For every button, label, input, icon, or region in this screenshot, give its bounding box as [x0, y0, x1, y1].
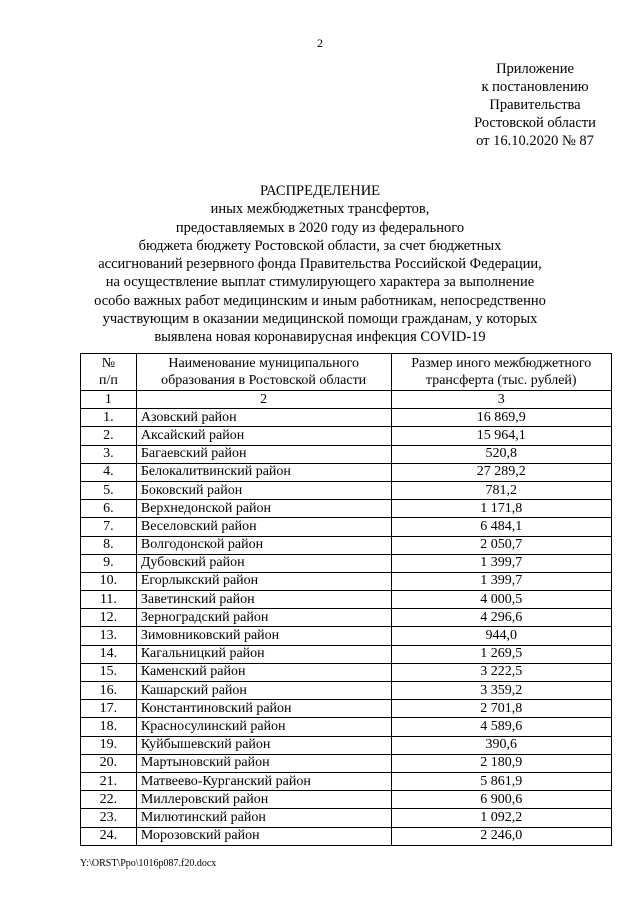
table-row: [81, 427, 612, 445]
distribution-table: [80, 353, 612, 846]
transfer-amount: 1 399,7: [391, 554, 612, 572]
transfer-amount: 6 484,1: [391, 518, 612, 536]
row-number: 6.: [81, 500, 137, 518]
row-number: 5.: [81, 481, 137, 499]
table-row: [81, 772, 612, 790]
title-line: особо важных работ медицинским и иным работникам, непосредственно: [94, 292, 546, 309]
row-number: 23.: [81, 809, 137, 827]
transfer-amount: 16 869,9: [391, 409, 612, 427]
column-number: 1: [81, 391, 137, 409]
row-number: 24.: [81, 827, 137, 845]
row-number: 17.: [81, 700, 137, 718]
municipality-name: Заветинский район: [136, 591, 391, 609]
transfer-amount: 781,2: [391, 481, 612, 499]
table-row: [81, 700, 612, 718]
transfer-amount: 520,8: [391, 445, 612, 463]
transfer-amount: 27 289,2: [391, 463, 612, 481]
row-number: 16.: [81, 682, 137, 700]
row-number: 4.: [81, 463, 137, 481]
title-line: на осуществление выплат стимулирующего характера за выполнение: [105, 274, 535, 291]
table-row: [81, 791, 612, 809]
row-number: 21.: [81, 772, 137, 790]
municipality-name: Морозовский район: [136, 827, 391, 845]
transfer-amount: 4 589,6: [391, 718, 612, 736]
header-municipality: Наименование муниципального образования в Ростовской области: [136, 354, 391, 391]
appendix-block: [440, 60, 630, 150]
municipality-name: Аксайский район: [136, 427, 391, 445]
transfer-amount: 2 050,7: [391, 536, 612, 554]
row-number: 9.: [81, 554, 137, 572]
table-row: [81, 718, 612, 736]
transfer-amount: 944,0: [391, 627, 612, 645]
title-line: бюджета бюджету Ростовской области, за счет бюджетных: [138, 237, 502, 254]
transfer-amount: 1 399,7: [391, 572, 612, 590]
row-number: 15.: [81, 663, 137, 681]
table-row: [81, 536, 612, 554]
transfer-amount: 5 861,9: [391, 772, 612, 790]
table-row: [81, 554, 612, 572]
page-number: 2: [317, 36, 323, 50]
file-path-footer: Y:\ORST\Ppo\1016p087.f20.docx: [80, 858, 217, 869]
appendix-line: Ростовской области: [474, 115, 596, 131]
row-number: 19.: [81, 736, 137, 754]
table-row: [81, 754, 612, 772]
municipality-name: Мартыновский район: [136, 754, 391, 772]
table-row: [81, 609, 612, 627]
row-number: 1.: [81, 409, 137, 427]
municipality-name: Зимовниковский район: [136, 627, 391, 645]
transfer-amount: 2 246,0: [391, 827, 612, 845]
municipality-name: Белокалитвинский район: [136, 463, 391, 481]
municipality-name: Миллеровский район: [136, 791, 391, 809]
transfer-amount: 1 171,8: [391, 500, 612, 518]
municipality-name: Каменский район: [136, 663, 391, 681]
municipality-name: Веселовский район: [136, 518, 391, 536]
table-row: [81, 827, 612, 845]
municipality-name: Куйбышевский район: [136, 736, 391, 754]
row-number: 13.: [81, 627, 137, 645]
municipality-name: Волгодонской район: [136, 536, 391, 554]
row-number: 2.: [81, 427, 137, 445]
row-number: 18.: [81, 718, 137, 736]
table-row: [81, 481, 612, 499]
table-header-row: [81, 354, 612, 391]
table-row: [81, 518, 612, 536]
appendix-line: к постановлению: [481, 79, 589, 95]
municipality-name: Егорлыкский район: [136, 572, 391, 590]
row-number: 7.: [81, 518, 137, 536]
municipality-name: Кашарский район: [136, 682, 391, 700]
appendix-line: Приложение: [496, 61, 574, 77]
municipality-name: Матвеево-Курганский район: [136, 772, 391, 790]
header-number: № п/п: [81, 354, 137, 391]
table-row: [81, 682, 612, 700]
transfer-amount: 4 000,5: [391, 591, 612, 609]
transfer-amount: 3 222,5: [391, 663, 612, 681]
table-row: [81, 736, 612, 754]
municipality-name: Багаевский район: [136, 445, 391, 463]
transfer-amount: 2 701,8: [391, 700, 612, 718]
row-number: 20.: [81, 754, 137, 772]
transfer-amount: 1 269,5: [391, 645, 612, 663]
transfer-amount: 4 296,6: [391, 609, 612, 627]
municipality-name: Азовский район: [136, 409, 391, 427]
transfer-amount: 15 964,1: [391, 427, 612, 445]
row-number: 10.: [81, 572, 137, 590]
row-number: 8.: [81, 536, 137, 554]
table-row: [81, 627, 612, 645]
appendix-line: от 16.10.2020 № 87: [476, 133, 594, 149]
column-number-row: [81, 391, 612, 409]
table-row: [81, 500, 612, 518]
table-row: [81, 463, 612, 481]
title-line: предоставляемых в 2020 году из федерального: [175, 219, 465, 236]
row-number: 3.: [81, 445, 137, 463]
municipality-name: Кагальницкий район: [136, 645, 391, 663]
transfer-amount: 6 900,6: [391, 791, 612, 809]
column-number: 3: [391, 391, 612, 409]
municipality-name: Верхнедонской район: [136, 500, 391, 518]
title-line: участвующим в оказании медицинской помощи гражданам, у которых: [102, 311, 538, 328]
transfer-amount: 390,6: [391, 736, 612, 754]
row-number: 12.: [81, 609, 137, 627]
table-row: [81, 663, 612, 681]
table-row: [81, 445, 612, 463]
municipality-name: Зерноградский район: [136, 609, 391, 627]
document-title: [0, 182, 640, 347]
municipality-name: Боковский район: [136, 481, 391, 499]
transfer-amount: 2 180,9: [391, 754, 612, 772]
title-heading: РАСПРЕДЕЛЕНИЕ: [259, 183, 381, 199]
table-row: [81, 809, 612, 827]
title-line: иных межбюджетных трансфертов,: [210, 201, 430, 218]
municipality-name: Милютинский район: [136, 809, 391, 827]
title-line: ассигнований резервного фонда Правительства Российской Федерации,: [98, 256, 542, 273]
municipality-name: Константиновский район: [136, 700, 391, 718]
row-number: 14.: [81, 645, 137, 663]
transfer-amount: 3 359,2: [391, 682, 612, 700]
table-row: [81, 591, 612, 609]
table-row: [81, 409, 612, 427]
header-amount: Размер иного межбюджетного трансферта (тыс. рублей): [391, 354, 612, 391]
title-line: выявлена новая коронавирусная инфекция COVID-19: [154, 329, 486, 346]
appendix-line: Правительства: [489, 97, 581, 113]
table-row: [81, 572, 612, 590]
column-number: 2: [136, 391, 391, 409]
row-number: 22.: [81, 791, 137, 809]
transfer-amount: 1 092,2: [391, 809, 612, 827]
municipality-name: Дубовский район: [136, 554, 391, 572]
table-row: [81, 645, 612, 663]
row-number: 11.: [81, 591, 137, 609]
municipality-name: Красносулинский район: [136, 718, 391, 736]
